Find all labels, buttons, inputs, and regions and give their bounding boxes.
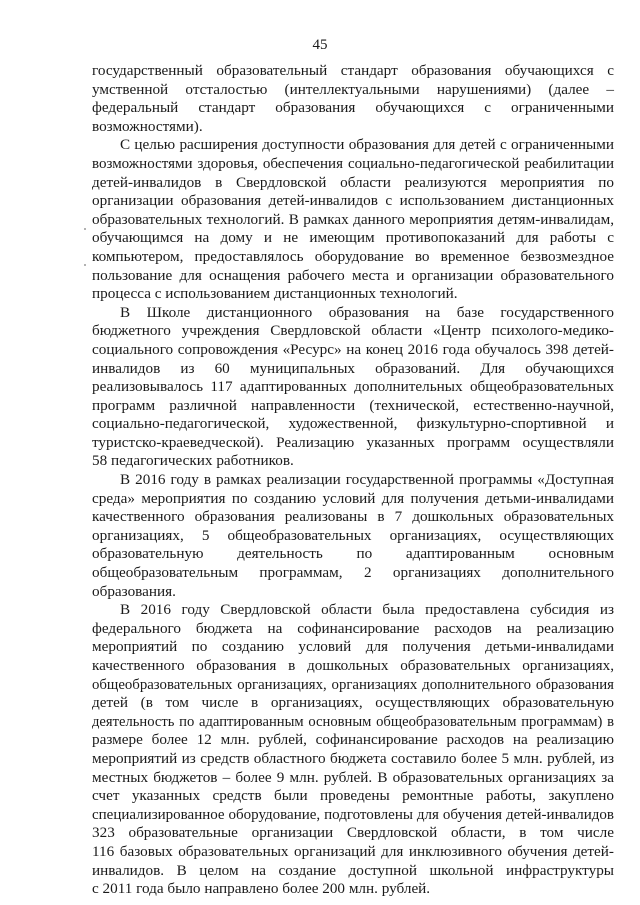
text-line: мероприятий по созданию условий для получения детьми-инвалидами: [92, 638, 614, 656]
text-line: социального сопровождения «Ресурс» на конец 2016 года обучалось 398 детей-: [92, 340, 614, 358]
text-line: процесса с использованием дистанционных технологий.: [92, 285, 458, 303]
text-line: с 2011 года было направлено более 200 млн. рублей.: [92, 880, 431, 898]
page-number: 45: [312, 37, 328, 53]
text-line: обучающимся на дому и не имеющим противопоказаний для работы с: [92, 229, 614, 247]
text-line: общеобразовательным программам, 2 организациях дополнительного: [92, 564, 614, 582]
text-line: возможностями).: [92, 117, 203, 135]
text-line: инвалидов из 60 муниципальных образований. Для обучающихся: [92, 359, 614, 377]
text-line: детей-инвалидов в Свердловской области реализуются мероприятия по: [92, 173, 614, 191]
text-line: качественного образования реализованы в 7 дошкольных образовательных: [92, 508, 614, 526]
text-line: бюджетного учреждения Свердловской области «Центр психолого-медико-: [92, 322, 614, 340]
text-line: 58 педагогических работников.: [92, 452, 294, 470]
text-line: 116 базовых образовательных организаций для инклюзивного обучения детей-: [92, 842, 614, 860]
text-line: специализированное оборудование, подготовлены для обучения детей-инвалидов: [92, 806, 614, 823]
text-line: размере более 12 млн. рублей, софинансирование расходов на реализацию: [92, 731, 614, 749]
text-line: социально-педагогической, художественной, физкультурно-спортивной и: [92, 415, 614, 433]
text-line: В Школе дистанционного образования на базе государственного: [120, 303, 614, 321]
scan-speck: [84, 228, 86, 230]
text-line: компьютером, предоставлялось оборудование во временное безвозмездное: [92, 247, 614, 265]
text-line: деятельность по адаптированным основным общеобразовательным программам) в: [92, 713, 614, 730]
text-line: инвалидов. В целом на создание доступной школьной инфраструктуры: [92, 861, 614, 879]
text-line: общеобразовательных организациях, организациях дополнительного образования: [92, 676, 614, 693]
text-line: возможностями здоровья, обеспечения социально-педагогической реабилитации: [92, 155, 614, 172]
text-line: среда» мероприятия по созданию условий для получения детьми-инвалидами: [92, 489, 614, 507]
text-line: В 2016 году Свердловской области была предоставлена субсидия из: [120, 601, 614, 619]
text-line: государственный образовательный стандарт образования обучающихся с: [92, 62, 614, 79]
text-line: федеральный стандарт образования обучающихся с ограниченными: [92, 99, 614, 117]
text-line: реализовывалось 117 адаптированных дополнительных общеобразовательных: [92, 378, 614, 396]
text-line: образовательную деятельность по адаптированным основным: [92, 545, 614, 563]
text-line: 323 образовательные организации Свердловской области, в том числе: [92, 824, 614, 842]
text-line: образования.: [92, 582, 176, 600]
text-line: местных бюджетов – более 9 млн. рублей. В образовательных организациях за: [92, 768, 614, 786]
text-line: качественного образования в дошкольных образовательных организациях,: [92, 657, 614, 674]
paragraph-p2: [92, 304, 614, 471]
text-line: мероприятий из средств областного бюджета составило более 5 млн. рублей, из: [92, 749, 614, 767]
text-line: С целью расширения доступности образования для детей с ограниченными: [120, 136, 614, 154]
text-line: детей (в том числе в организациях, осуществляющих образовательную: [92, 694, 614, 712]
text-line: пользование для оснащения рабочего места и организации образовательного: [92, 266, 614, 284]
text-line: В 2016 году в рамках реализации государственной программы «Доступная: [120, 471, 614, 489]
text-line: организации образования детей-инвалидов с использованием дистанционных: [92, 192, 614, 210]
paragraph-p0: [92, 62, 614, 136]
text-line: счет указанных средств были проведены ремонтные работы, закуплено: [92, 787, 614, 805]
text-line: образовательных технологий. В рамках данного мероприятия детям-инвалидам,: [92, 210, 614, 228]
paragraph-p3: [92, 471, 614, 601]
text-line: программ различной направленности (технической, естественно-научной,: [92, 396, 614, 414]
paragraph-p4: [92, 601, 614, 899]
paragraph-p1: [92, 136, 614, 303]
text-line: федерального бюджета на софинансирование расходов на реализацию: [92, 619, 614, 637]
text-line: умственной отсталостью (интеллектуальными нарушениями) (далее –: [92, 80, 614, 98]
text-line: организациях, 5 общеобразовательных организациях, осуществляющих: [92, 526, 614, 544]
scan-speck: [84, 264, 86, 266]
text-line: туристско-краеведческой). Реализацию указанных программ осуществляли: [92, 433, 614, 451]
document-body: [92, 62, 614, 899]
